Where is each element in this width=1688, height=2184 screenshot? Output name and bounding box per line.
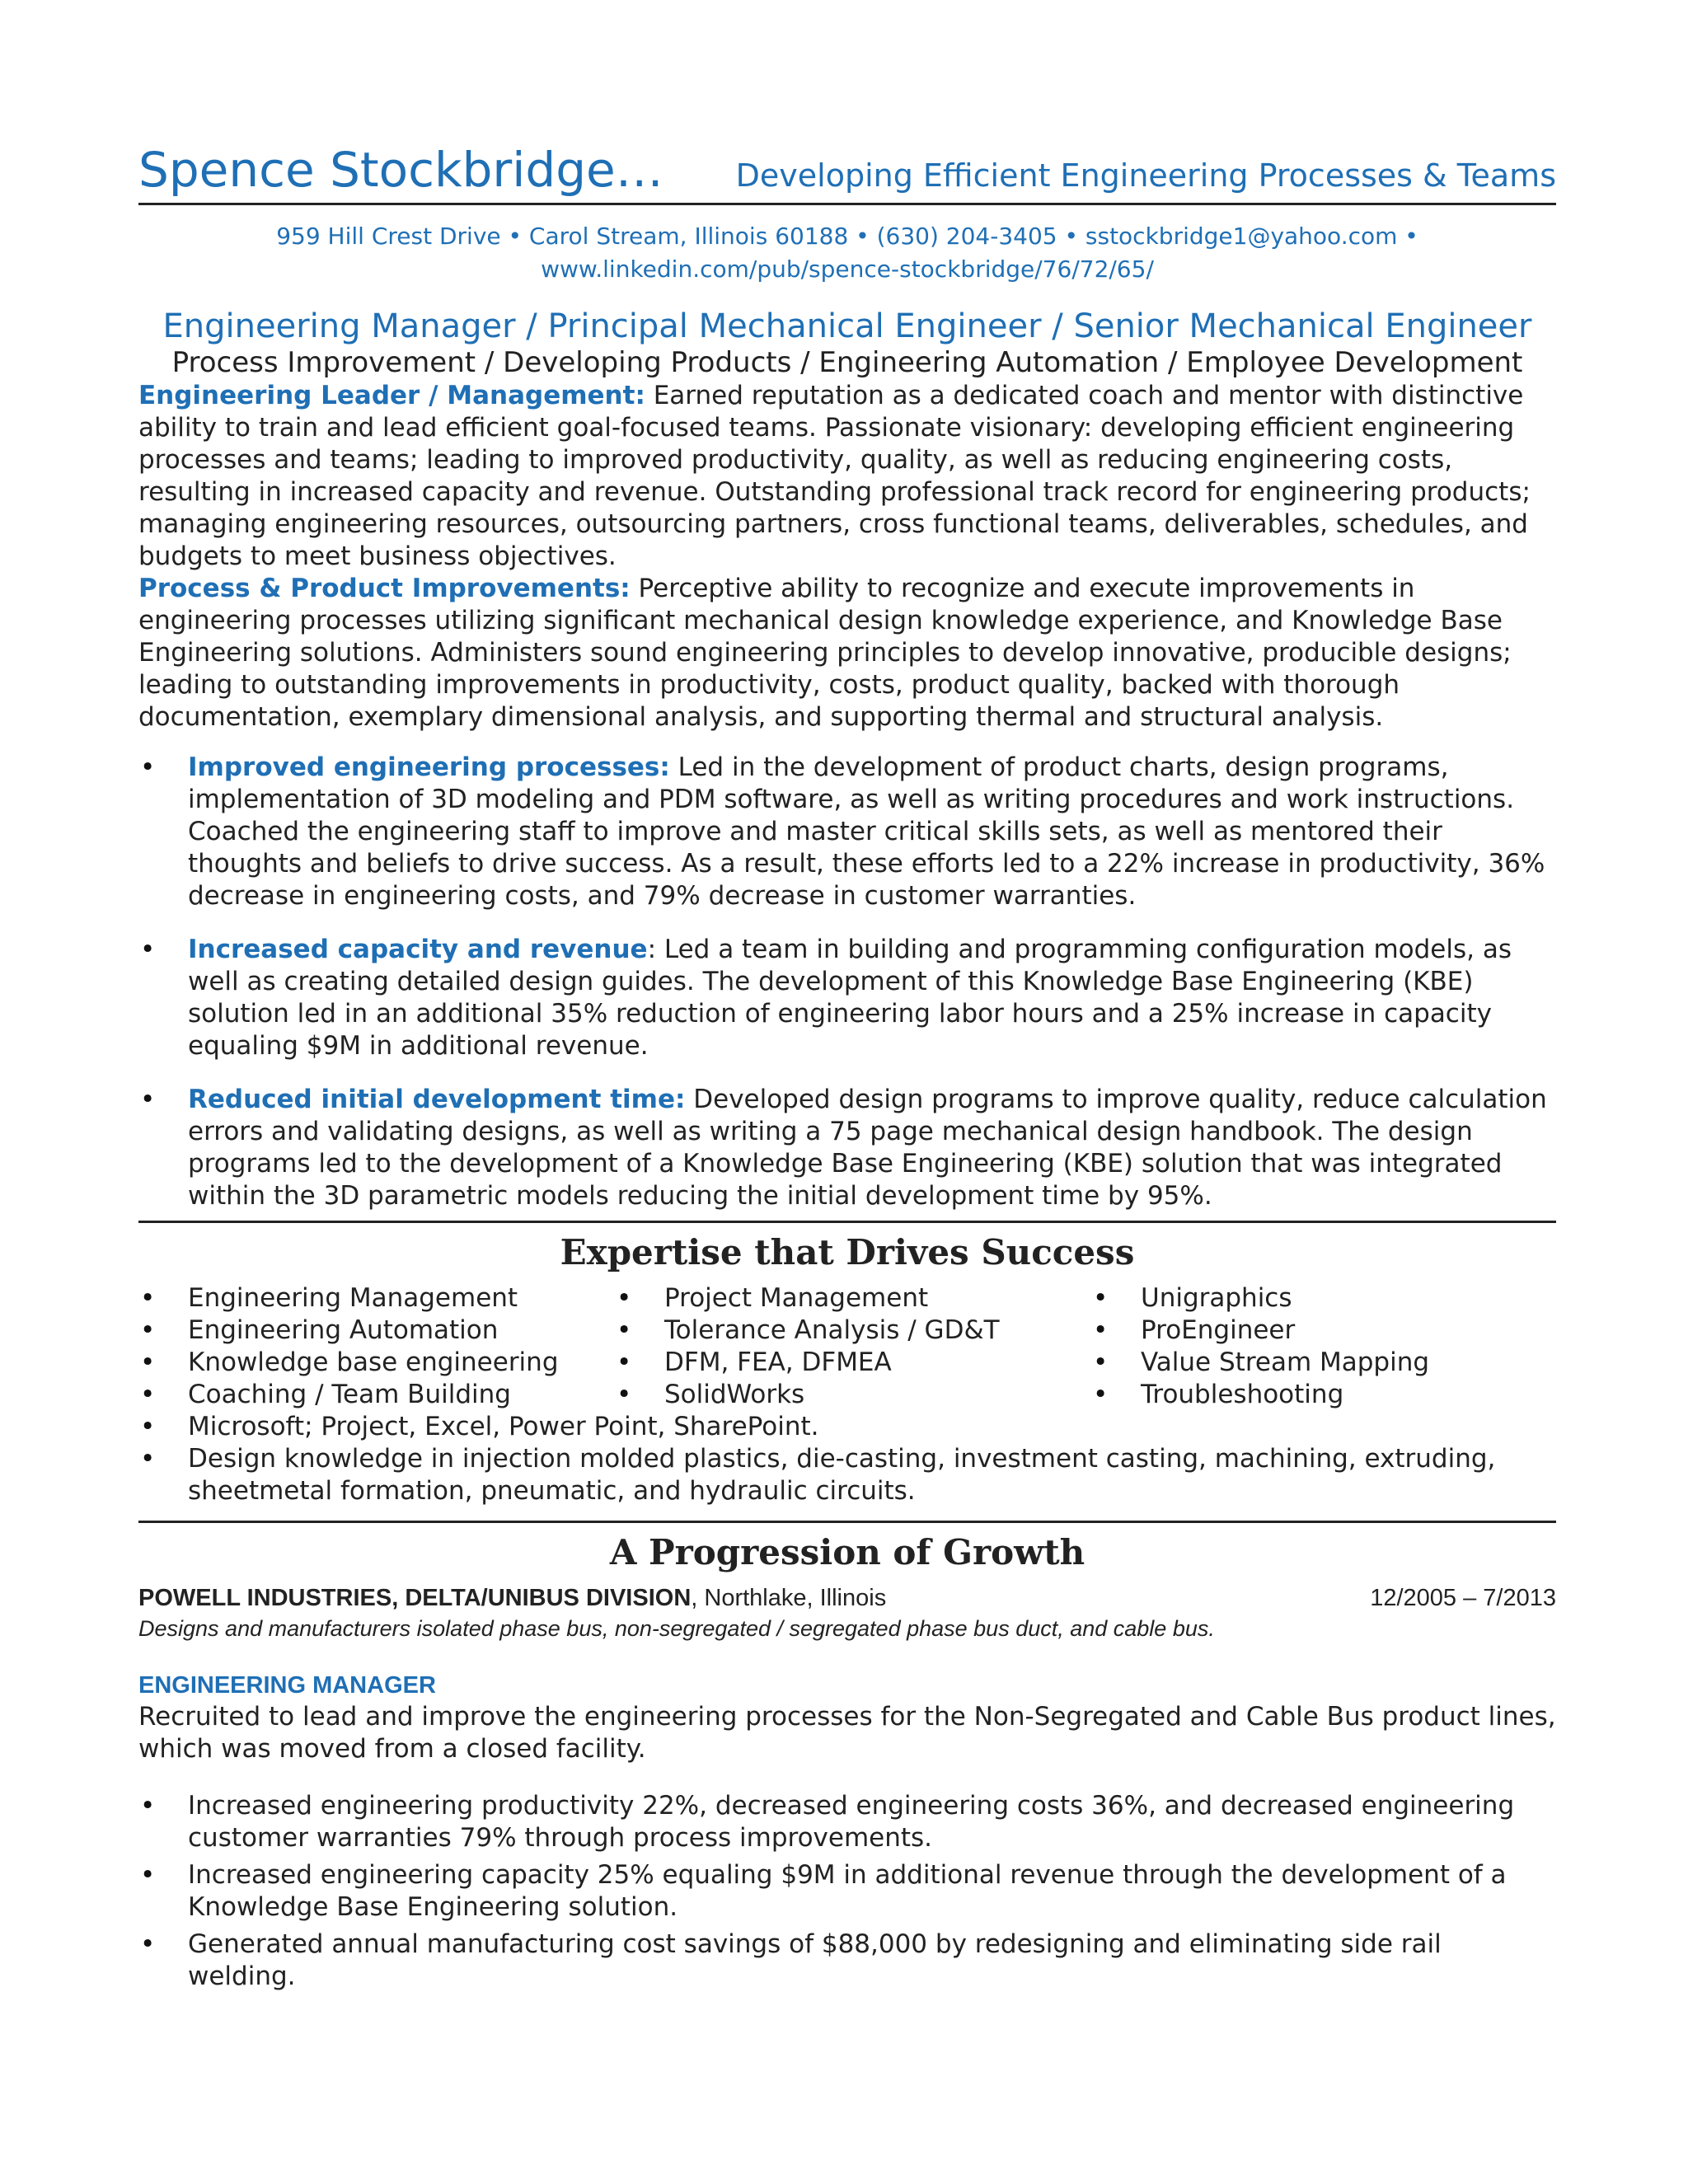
summary-text: Earned reputation as a dedicated coach and mentor with distinctive ability to train and lead efficient goal-focused teams. Passionate visionary: developing efficient engineering processes and teams; leading to improved productivity, quality, as well as reducing engineering costs, resulting in increased capacity and revenue. Outstanding professional track record for engineering products; managing engineering resources, outsourcing partners, cross functional teams, deliverables, schedules, and budgets to meet business objectives. (138, 381, 1531, 571)
expertise-heading: Expertise that Drives Success (138, 1221, 1556, 1276)
achievement-item: • Increased engineering capacity 25% equaling $9M in additional revenue through the development of a Knowledge Base Engineering solution. (138, 1859, 1556, 1924)
contact-line-linkedin[interactable]: www.linkedin.com/pub/spence-stockbridge/76/72/65/ (541, 255, 1154, 283)
skill-item: • ProEngineer (1091, 1315, 1556, 1347)
highlights-list (138, 752, 1556, 1212)
skill-item: • Microsoft; Project, Excel, Power Point, SharePoint. (138, 1411, 1556, 1443)
candidate-tagline: Developing Efficient Engineering Processes & Teams (735, 157, 1556, 194)
skill-item: • SolidWorks (615, 1379, 1091, 1411)
candidate-name: Spence Stockbridge… (138, 142, 663, 198)
company-location: , Northlake, Illinois (691, 1585, 887, 1611)
highlight-item (138, 934, 1556, 1062)
skill-item: • Troubleshooting (1091, 1379, 1556, 1411)
contact-line-address: 959 Hill Crest Drive • Carol Stream, Illinois 60188 • (630) 204-3405 • sstockbridge1@yahoo.com • (276, 223, 1418, 250)
skill-item: • Coaching / Team Building (138, 1379, 615, 1411)
highlight-lead: Increased capacity and revenue (188, 935, 648, 964)
focus-areas: Process Improvement / Developing Products / Engineering Automation / Employee Development (171, 346, 1523, 379)
company-description: Designs and manufacturers isolated phase bus, non-segregated / segregated phase bus duct, and cable bus. (138, 1616, 1215, 1641)
expertise-wide-list (138, 1411, 1556, 1512)
skill-item: • Design knowledge in injection molded plastics, die-casting, investment casting, machining, extruding, sheetmetal formation, pneumatic, and hydraulic circuits. (138, 1443, 1556, 1507)
highlight-text: Developed design programs to improve quality, reduce calculation errors and validating designs, as well as writing a 75 page mechanical design handbook. The design programs led to the development of a Knowledge Base Engineering (KBE) solution that was integrated within the 3D parametric models reducing the initial development time by 95%. (188, 1085, 1547, 1211)
job-dates: 12/2005 – 7/2013 (1370, 1585, 1556, 1611)
highlight-lead: Improved engineering processes: (188, 752, 670, 782)
summary-lead: Process & Product Improvements: (138, 574, 631, 603)
summary-lead: Engineering Leader / Management: (138, 381, 645, 410)
skill-item: • Engineering Management (138, 1282, 615, 1315)
resume-header (138, 142, 1556, 205)
skill-item: • Project Management (615, 1282, 1091, 1315)
summary-paragraph (138, 380, 1556, 573)
summary-paragraph (138, 573, 1556, 733)
highlight-text: : Led a team in building and programming configuration models, as well as creating detailed design guides. The development of this Knowledge Base Engineering (KBE) solution led in an additional 35% reduction of engineering labor hours and a 25% increase in capacity equaling $9M in additional revenue. (188, 935, 1512, 1061)
job-header (138, 1582, 1556, 1614)
employer (138, 1582, 886, 1614)
job-title: ENGINEERING MANAGER (138, 1672, 436, 1699)
expertise-grid (138, 1282, 1556, 1411)
skill-item: • Tolerance Analysis / GD&T (615, 1315, 1091, 1347)
company-name: POWELL INDUSTRIES, DELTA/UNIBUS DIVISION (138, 1585, 692, 1611)
summary-text: Perceptive ability to recognize and execute improvements in engineering processes utilizing significant mechanical design knowledge experience, and Knowledge Base Engineering solutions. Administers sound engineering principles to develop innovative, producible designs; leading to outstanding improvements in productivity, costs, product quality, backed with thorough documentation, exemplary dimensional analysis, and supporting thermal and structural analysis. (138, 574, 1512, 732)
achievements-list (138, 1790, 1556, 1993)
contact-info (138, 220, 1556, 286)
achievement-item: • Generated annual manufacturing cost savings of $88,000 by redesigning and eliminating side rail welding. (138, 1929, 1556, 1993)
skill-item: • Engineering Automation (138, 1315, 615, 1347)
achievement-item: • Increased engineering productivity 22%, decreased engineering costs 36%, and decreased engineering customer warranties 79% through process improvements. (138, 1790, 1556, 1854)
target-titles (138, 307, 1556, 380)
highlight-item (138, 1084, 1556, 1212)
resume-content (138, 142, 1556, 1993)
skill-item: • Unigraphics (1091, 1282, 1556, 1315)
highlight-item (138, 752, 1556, 912)
skill-item: • Value Stream Mapping (1091, 1347, 1556, 1379)
target-roles: Engineering Manager / Principal Mechanical Engineer / Senior Mechanical Engineer (162, 307, 1532, 345)
highlight-text: Led in the development of product charts, design programs, implementation of 3D modeling and PDM software, as well as writing procedures and work instructions. Coached the engineering staff to improve and master critical skills sets, as well as mentored their thoughts and beliefs to drive success. As a result, these efforts led to a 22% increase in productivity, 36% decrease in engineering costs, and 79% decrease in customer warranties. (188, 752, 1545, 911)
skill-item: • Knowledge base engineering (138, 1347, 615, 1379)
skill-item: • DFM, FEA, DFMEA (615, 1347, 1091, 1379)
role-summary: Recruited to lead and improve the engineering processes for the Non-Segregated and Cable Bus product lines, which was moved from a closed facility. (138, 1702, 1556, 1764)
highlight-lead: Reduced initial development time: (188, 1085, 686, 1114)
growth-heading: A Progression of Growth (138, 1521, 1556, 1576)
